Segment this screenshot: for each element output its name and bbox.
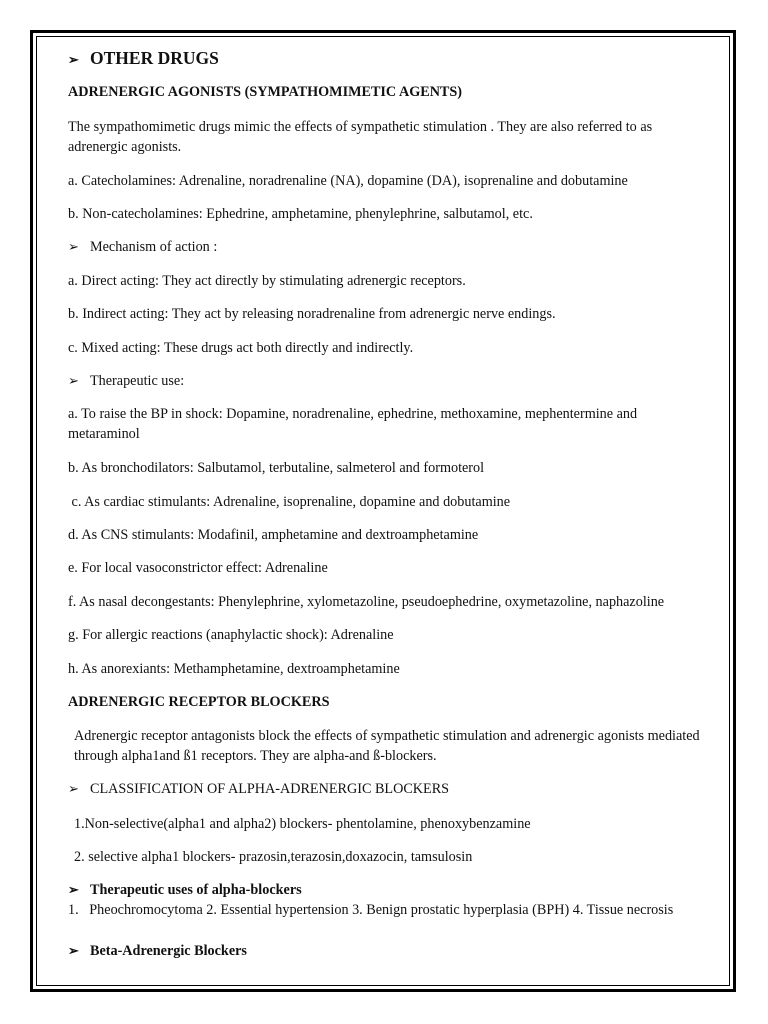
alpha-uses-heading: ➢ Therapeutic uses of alpha-blockers: [68, 882, 302, 898]
moa-heading: ➢ Mechanism of action :: [68, 239, 218, 255]
class-catecholamines: a. Catecholamines: Adrenaline, noradrenaline (NA), dopamine (DA), isoprenaline and dobutamine: [68, 173, 628, 189]
moa-item: a. Direct acting: They act directly by stimulating adrenergic receptors.: [68, 273, 466, 289]
bullet-arrow-icon: ➢: [68, 781, 79, 796]
class-non-catecholamines: b. Non-catecholamines: Ephedrine, amphetamine, phenylephrine, salbutamol, etc.: [68, 206, 533, 222]
alpha-class-item: 1.Non-selective(alpha1 and alpha2) blockers- phentolamine, phenoxybenzamine: [74, 816, 531, 832]
use-item: c. As cardiac stimulants: Adrenaline, isoprenaline, dopamine and dobutamine: [68, 494, 511, 510]
blockers-intro: Adrenergic receptor antagonists block the effects of sympathetic stimulation and adrenergic agonists mediated through alpha1and ß1 receptors. They are alpha-and ß-blockers.: [74, 728, 700, 764]
bullet-arrow-icon: ➢: [68, 52, 79, 67]
use-item: h. As anorexiants: Methamphetamine, dextroamphetamine: [68, 661, 400, 677]
section-heading-agonists: ADRENERGIC AGONISTS (SYMPATHOMIMETIC AGENTS): [68, 84, 463, 100]
alpha-uses-list: 1. Pheochromocytoma 2. Essential hypertension 3. Benign prostatic hyperplasia (BPH) 4. Tissue necrosis: [68, 902, 674, 918]
use-item: g. For allergic reactions (anaphylactic shock): Adrenaline: [68, 627, 394, 643]
section-heading-blockers: ADRENERGIC RECEPTOR BLOCKERS: [68, 694, 330, 710]
use-item: d. As CNS stimulants: Modafinil, amphetamine and dextroamphetamine: [68, 527, 479, 543]
moa-item: b. Indirect acting: They act by releasing noradrenaline from adrenergic nerve endings.: [68, 306, 556, 322]
use-item: b. As bronchodilators: Salbutamol, terbutaline, salmeterol and formoterol: [68, 460, 485, 476]
use-item: e. For local vasoconstrictor effect: Adrenaline: [68, 560, 328, 576]
alpha-class-item: 2. selective alpha1 blockers- prazosin,terazosin,doxazocin, tamsulosin: [74, 849, 473, 865]
therapeutic-use-heading: ➢ Therapeutic use:: [68, 373, 185, 389]
use-item: f. As nasal decongestants: Phenylephrine, xylometazoline, pseudoephedrine, oxymetazoline, naphazoline: [68, 594, 665, 610]
bullet-arrow-icon: ➢: [68, 373, 79, 388]
bullet-arrow-icon: ➢: [68, 239, 79, 254]
bullet-arrow-icon: ➢: [68, 882, 79, 897]
alpha-classification-heading: ➢ CLASSIFICATION OF ALPHA-ADRENERGIC BLOCKERS: [68, 781, 450, 797]
use-item: a. To raise the BP in shock: Dopamine, noradrenaline, ephedrine, methoxamine, mephentermine and metaraminol: [68, 406, 638, 442]
page-title: ➢ OTHER DRUGS: [68, 48, 219, 68]
moa-item: c. Mixed acting: These drugs act both directly and indirectly.: [68, 340, 414, 356]
beta-blockers-heading: ➢ Beta-Adrenergic Blockers: [68, 943, 247, 959]
agonists-intro: The sympathomimetic drugs mimic the effects of sympathetic stimulation . They are also referred to as adrenergic agonists.: [68, 119, 653, 155]
bullet-arrow-icon: ➢: [68, 943, 79, 958]
